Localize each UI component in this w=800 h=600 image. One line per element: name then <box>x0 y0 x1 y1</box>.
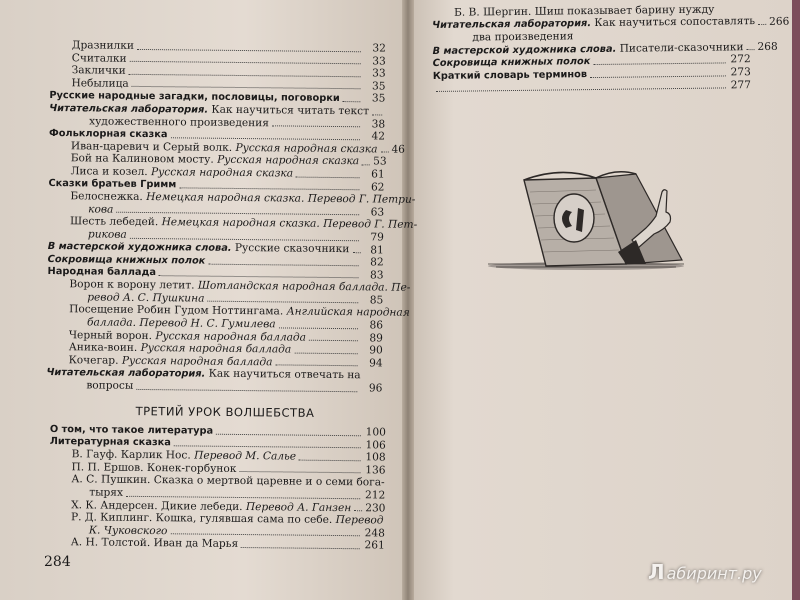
toc-page-number: 32 <box>372 42 386 55</box>
toc-page-number: 89 <box>369 332 383 345</box>
page-number: 284 <box>44 554 71 570</box>
toc-entry-title: В мастерской художника слова. Русские сказочники <box>47 241 350 256</box>
toc-page-number: 272 <box>730 53 751 66</box>
toc-entry-title: вопросы <box>86 379 134 392</box>
toc-page-number: 42 <box>371 130 386 143</box>
toc-leader-dots <box>294 352 358 354</box>
toc-entry-title: А. Н. Толстой. Иван да Марья <box>70 536 239 551</box>
toc-left-bottom <box>49 422 386 551</box>
book-spine <box>402 0 414 600</box>
watermark-text: абиринт.ру <box>666 564 762 583</box>
book-cover-edge <box>792 0 800 600</box>
toc-page-number: 81 <box>370 243 384 257</box>
toc-leader-dots <box>352 252 360 253</box>
toc-leader-dots <box>279 327 358 329</box>
toc-page-number: 261 <box>364 539 385 552</box>
toc-entry-title: Сокровища книжных полок <box>47 253 206 267</box>
toc-page-number: 94 <box>369 357 383 370</box>
toc-entry-title: Сказки братьев Гримм <box>48 178 177 191</box>
toc-leader-dots <box>343 101 361 102</box>
toc-entry-title: тырях <box>89 486 124 499</box>
toc-leader-dots <box>216 433 361 436</box>
toc-page-number: 248 <box>364 527 385 540</box>
toc-entry-title: Аника-воин. Русская народная баллада <box>68 341 292 356</box>
toc-page-number: 106 <box>365 438 386 452</box>
toc-leader-dots <box>593 62 725 65</box>
book-tent-illustration <box>486 156 686 274</box>
toc-page-number: 85 <box>369 294 384 307</box>
toc-page-number: 266 <box>768 15 790 28</box>
toc-page-number: 62 <box>370 180 385 194</box>
toc-entry-title: Черный ворон. Русская народная баллада <box>68 328 307 344</box>
toc-page-number: 35 <box>371 92 386 105</box>
toc-entry-title: баллада. Перевод Н. С. Гумилева <box>86 316 276 331</box>
toc-leader-dots <box>380 152 388 153</box>
toc-page-number: 90 <box>369 344 383 357</box>
toc-entry-title: Литературная сказка <box>49 436 171 449</box>
toc-page-number: 212 <box>364 489 386 502</box>
toc-leader-dots <box>362 164 370 165</box>
toc-entry-title: Считалки <box>71 51 127 65</box>
toc-page-number: 136 <box>365 464 386 477</box>
toc-page-number: 273 <box>730 66 751 79</box>
toc-leader-dots <box>296 176 360 178</box>
toc-page-number: 79 <box>370 231 384 244</box>
toc-leader-dots <box>299 459 361 461</box>
toc-entry-title: Читательская лаборатория. Как научиться читать текст <box>49 102 370 118</box>
toc-page-number: 96 <box>368 382 383 395</box>
toc-entry-title: Сокровища книжных полок <box>432 56 591 70</box>
toc-page-number: 33 <box>372 67 386 80</box>
toc-entry-title: Б. В. Шергин. Шиш показывает барину нужду <box>454 3 715 19</box>
toc-left-top <box>46 38 418 395</box>
toc-leader-dots <box>272 125 360 127</box>
toc-entry-title: Кочегар. Русская народная баллада <box>68 354 273 369</box>
toc-entry-title: Иван-царевич и Серый волк. Русская народная сказка <box>70 139 378 156</box>
toc-leader-dots <box>354 510 362 511</box>
toc-entry-title: Р. Д. Киплинг. Кошка, гулявшая сама по себе. Перевод <box>70 511 384 527</box>
toc-page-number: 277 <box>730 78 752 91</box>
toc-entry-title: В. Гауф. Карлик Нос. Перевод М. Салье <box>71 448 297 463</box>
toc-page-number: 63 <box>370 206 385 219</box>
toc-entry-title: Белоснежка. Немецкая народная сказка. Перевод Г. Петри- <box>70 190 416 206</box>
toc-entry-title: Русские народные загадки, пословицы, поговорки <box>49 90 340 105</box>
toc-leader-dots <box>309 340 358 342</box>
toc-entry-title: Небылица <box>71 77 129 90</box>
toc-page-number: 230 <box>365 501 386 515</box>
labirint-watermark <box>648 560 762 584</box>
toc-entry-title: Ворон к ворону летит. Шотландская народная баллада. Пе- <box>69 278 411 295</box>
toc-page-number: 35 <box>371 80 386 93</box>
toc-page-number: 108 <box>365 451 386 464</box>
toc-entry-title: художественного произведения <box>89 114 270 129</box>
toc-entry-title: А. С. Пушкин. Сказка о мертвой царевне и о семи бога- <box>71 473 385 489</box>
toc-entry-title: О том, что такое литература <box>49 423 214 437</box>
toc-entry-title: Посещение Робин Гудом Ноттингама. Английская народная <box>69 303 410 320</box>
toc-page-number: 33 <box>372 54 386 68</box>
toc-page-number: 61 <box>371 168 385 181</box>
toc-entry-title: Шесть лебедей. Немецкая народная сказка. Перевод Г. Пет- <box>70 215 418 232</box>
toc-entry-title: Читательская лаборатория. Как научиться отвечать на <box>46 367 361 382</box>
toc-leader-dots <box>372 114 382 115</box>
toc-entry-title: Лиса и козел. Русская народная сказка <box>70 165 294 180</box>
toc-page-number: 100 <box>365 426 386 439</box>
toc-page-number: 53 <box>373 155 387 168</box>
toc-page-number: 86 <box>369 319 384 332</box>
toc-entry-title: Фольклорная сказка <box>48 127 168 141</box>
toc-entry-title: Бой на Калиновом мосту. Русская народная сказка <box>70 152 360 168</box>
toc-leader-dots <box>758 24 766 25</box>
toc-entry-title: кова <box>88 203 114 216</box>
toc-entry-title: рикова <box>87 228 127 241</box>
toc-entry-title: П. П. Ершов. Конек-горбунок <box>71 461 237 475</box>
toc-leader-dots <box>136 389 357 392</box>
toc-page-number: 38 <box>371 117 386 131</box>
toc-page-number: 268 <box>757 40 778 53</box>
toc-page-number: 82 <box>370 256 384 269</box>
toc-leader-dots <box>275 365 357 367</box>
toc-leader-dots <box>208 263 358 266</box>
toc-entry-title: К. Чуковского <box>88 524 168 537</box>
toc-leader-dots <box>747 49 755 50</box>
toc-entry-title: Дразнилки <box>71 39 135 52</box>
section-title: ТРЕТИЙ УРОК ВОЛШЕБСТВА <box>135 404 315 420</box>
cover-medallion <box>554 194 594 242</box>
toc-right <box>432 2 790 94</box>
toc-page-number: 46 <box>391 143 406 156</box>
toc-leader-dots <box>239 471 360 473</box>
toc-entry-title: ревод А. С. Пушкина <box>87 291 205 305</box>
labirint-logo-icon: Л <box>648 560 665 584</box>
toc-entry-title: В мастерской художника слова. Писатели-сказочники <box>432 40 744 57</box>
toc-entry-title: Народная баллада <box>47 266 157 279</box>
toc-page-number: 83 <box>369 269 384 282</box>
toc-entry-title: Краткий словарь терминов <box>432 68 588 82</box>
toc-entry-title: Х. К. Андерсен. Дикие лебеди. Перевод А. Ганзен <box>71 498 352 514</box>
toc-entry-title: Читательская лаборатория. Как научиться сопоставлять <box>432 15 756 32</box>
toc-leader-dots <box>207 301 358 304</box>
toc-leader-dots <box>241 547 360 549</box>
toc-entry-title: Заклички <box>71 64 126 77</box>
toc-entry-title: два произведения <box>472 30 574 44</box>
